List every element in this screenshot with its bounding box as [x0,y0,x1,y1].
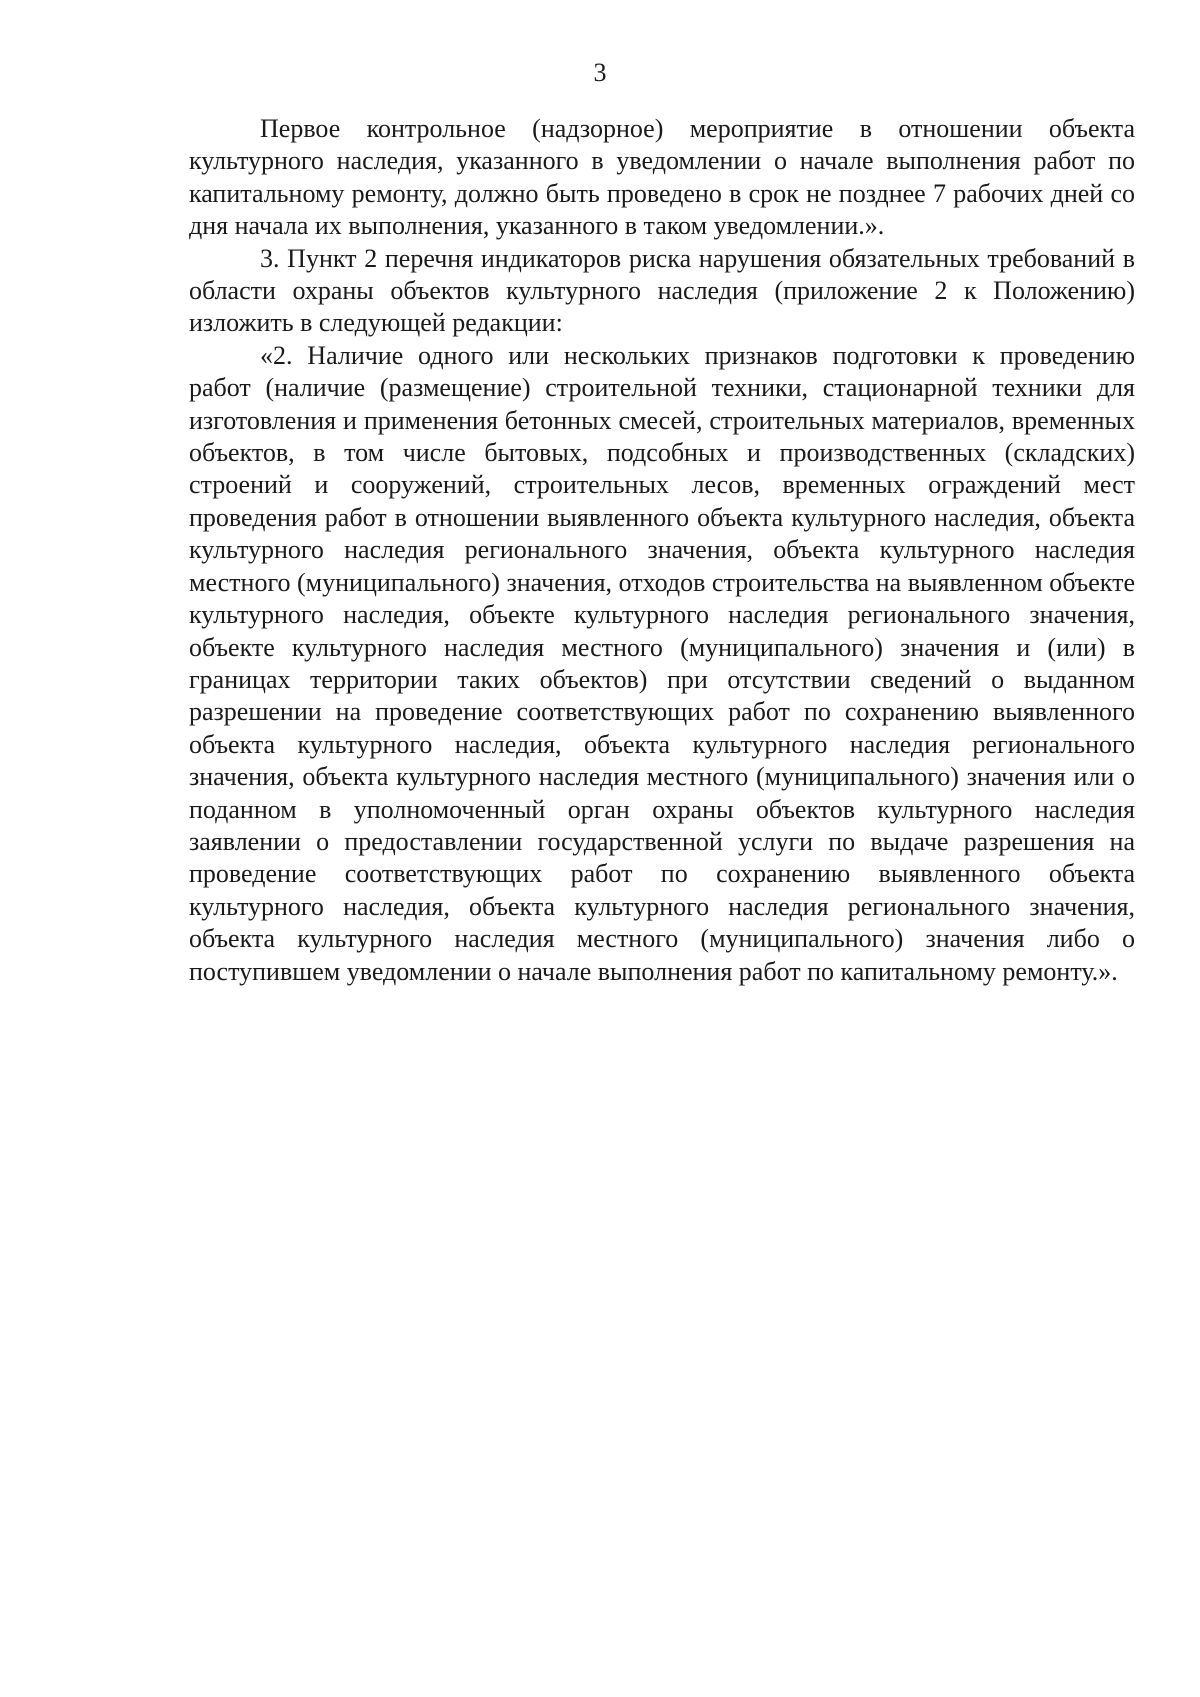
paragraph-risk-indicator-2: «2. Наличие одного или нескольких признаков подготовки к проведению работ (наличие (размещение) строительной техники, стационарной техники для изготовления и применения бетонных смесей, строительных материалов, временных объектов, в том числе бытовых, подсобных и производственных (складских) строений и сооружений, строительных лесов, временных ограждений мест проведения работ в отношении выявленного объекта культурного наследия, объекта культурного наследия регионального значения, объекта культурного наследия местного (муниципального) значения, отходов строительства на выявленном объекте культурного наследия, объекте культурного наследия регионального значения, объекте культурного наследия местного (муниципального) значения и (или) в границах территории таких объектов) при отсутствии сведений о выданном разрешении на проведение соответствующих работ по сохранению выявленного объекта культурного наследия, объекта культурного наследия регионального значения, объекта культурного наследия местного (муниципального) значения или о поданном в уполномоченный орган охраны объектов культурного наследия заявлении о предоставлении государственной услуги по выдаче разрешения на проведение соответствующих работ по сохранению выявленного объекта культурного наследия, объекта культурного наследия регионального значения, объекта культурного наследия местного (муниципального) значения либо о поступившем уведомлении о начале выполнения работ по капитальному ремонту.». [189,340,1135,986]
paragraph-item-3-amendment: 3. Пункт 2 перечня индикаторов риска нарушения обязательных требований в области охраны объектов культурного наследия (приложение 2 к Положению) изложить в следующей редакции: [189,243,1135,338]
paragraph-inspection-deadline: Первое контрольное (надзорное) мероприятие в отношении объекта культурного наследия, указанного в уведомлении о начале выполнения работ по капитальному ремонту, должно быть проведено в срок не позднее 7 рабочих дней со дня начала их выполнения, указанного в таком уведомлении.». [189,114,1135,241]
document-body [189,113,1135,988]
page-number: 3 [593,58,607,87]
